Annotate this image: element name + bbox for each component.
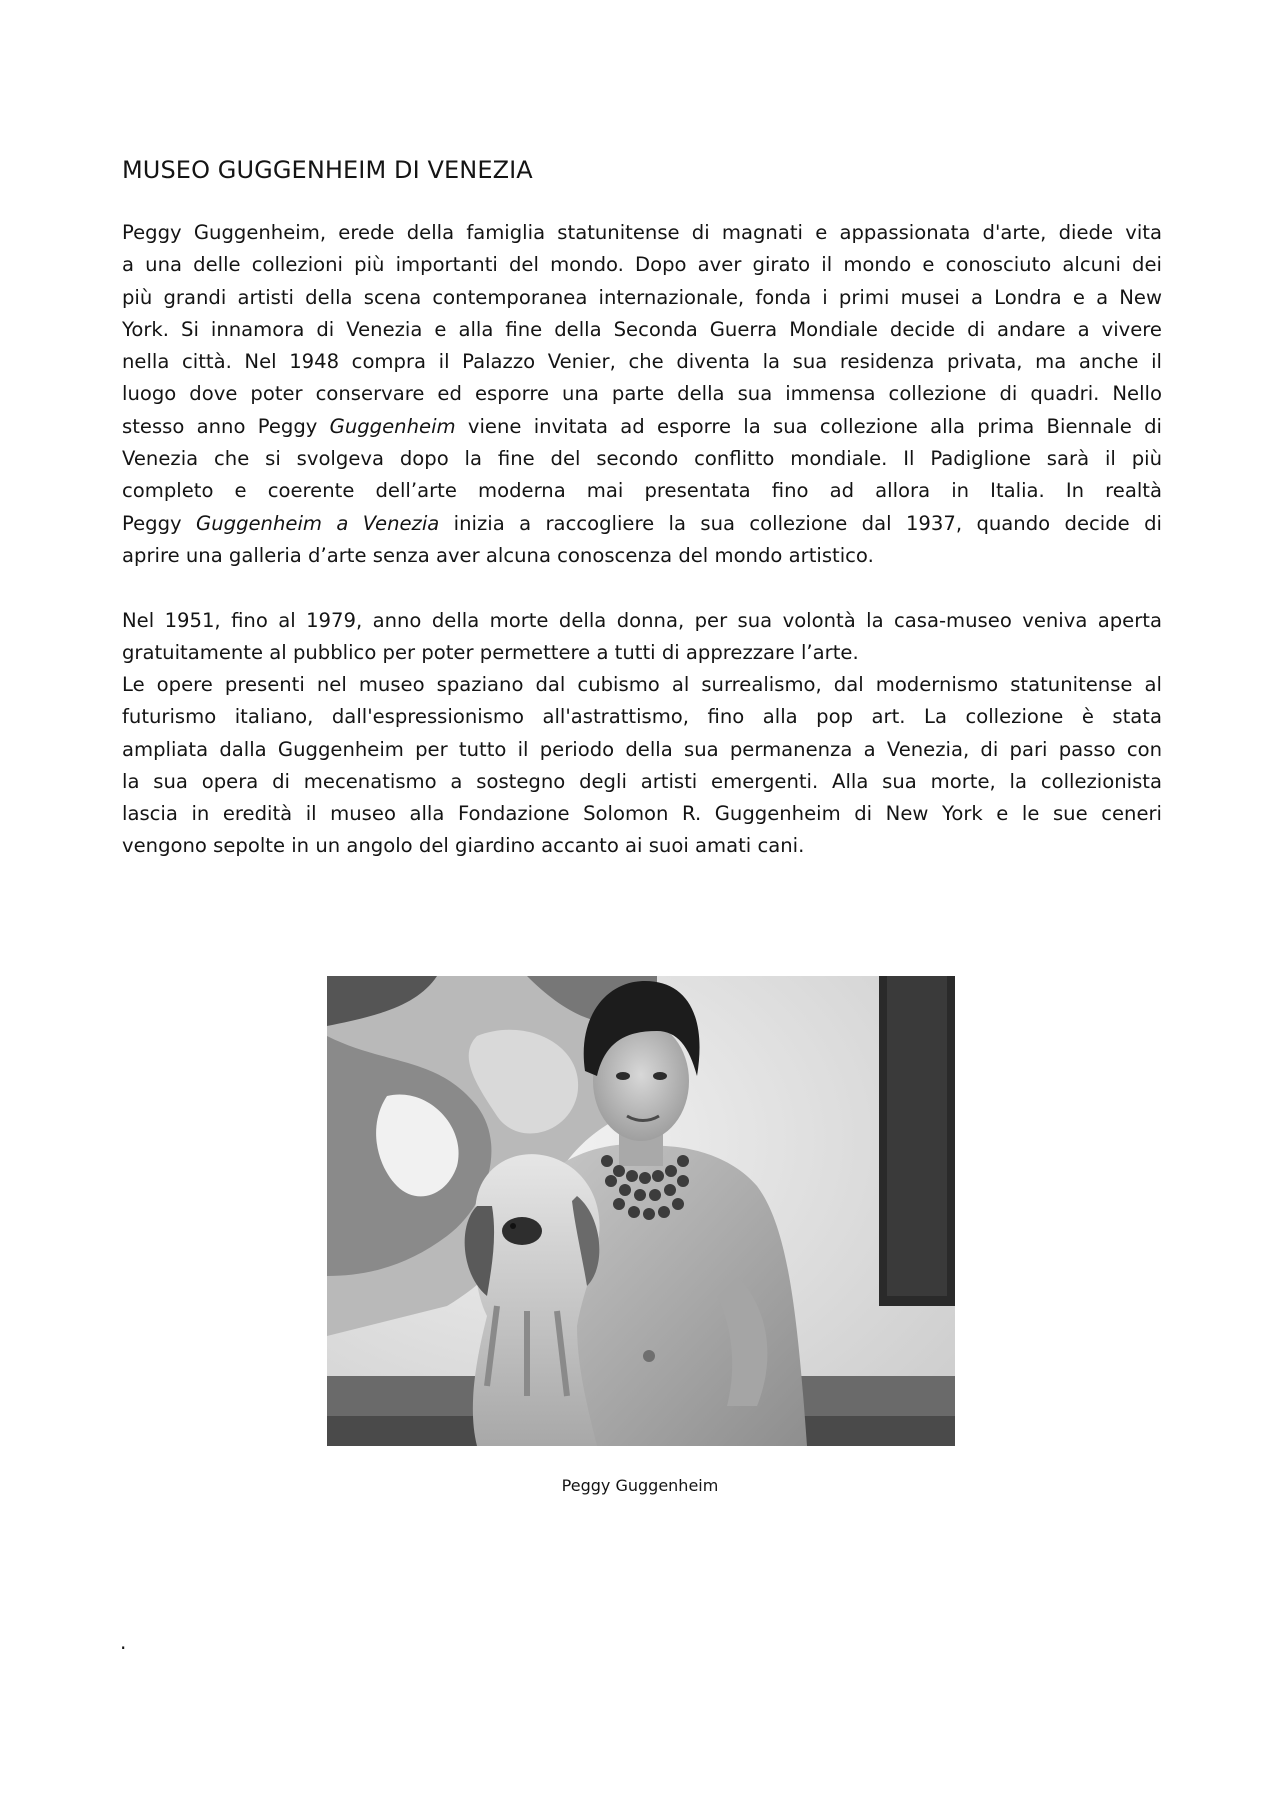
text-line: futurismo italiano, dall'espressionismo all'astrattismo, fino alla pop art. La collezione è stata [122,705,1162,729]
text-line: nella città. Nel 1948 compra il Palazzo Venier, che diventa la sua residenza privata, ma anche il [122,350,1162,374]
paragraph-history [122,217,1162,572]
text-line [122,508,1162,540]
text-run: stesso anno Peggy [122,414,330,438]
text-line: aprire una galleria d’arte senza aver alcuna conoscenza del mondo artistico. [122,543,874,567]
document-title: MUSEO GUGGENHEIM DI VENEZIA [122,156,533,184]
dark-painting [879,976,955,1306]
text-run: viene invitata ad esporre la sua collezione alla prima Biennale di [455,414,1162,438]
stray-period: . [120,1630,127,1654]
text-line: a una delle collezioni più importanti del mondo. Dopo aver girato il mondo e conosciuto alcuni dei [122,253,1162,277]
portrait-photo-illustration [327,976,955,1446]
text-line: vengono sepolte in un angolo del giardino accanto ai suoi amati cani. [122,834,805,858]
text-line: gratuitamente al pubblico per poter permettere a tutti di apprezzare l’arte. [122,641,859,665]
text-line: lascia in eredità il museo alla Fondazione Solomon R. Guggenheim di New York e le sue ceneri [122,802,1162,826]
text-run: Peggy [122,511,197,535]
text-line: più grandi artisti della scena contemporanea internazionale, fonda i primi musei a Londra e a New [122,285,1162,309]
text-run: inizia a raccogliere la sua collezione dal 1937, quando decide di [439,511,1163,535]
paragraph-collection [122,669,1162,863]
text-line: luogo dove poter conservare ed esporre una parte della sua immensa collezione di quadri. Nello [122,382,1162,406]
italic-run: Guggenheim [329,414,456,438]
dog-figure [465,1154,600,1446]
text-line: la sua opera di mecenatismo a sostegno degli artisti emergenti. Alla sua morte, la collezionista [122,769,1162,793]
text-line: York. Si innamora di Venezia e alla fine della Seconda Guerra Mondiale decide di andare a vivere [122,317,1162,341]
text-line: Nel 1951, fino al 1979, anno della morte della donna, per sua volontà la casa-museo veniva aperta [122,609,1162,632]
text-line: completo e coerente dell’arte moderna mai presentata fino ad allora in Italia. In realtà [122,479,1162,503]
italic-run: Guggenheim a Venezia [196,511,440,535]
text-line: Venezia che si svolgeva dopo la fine del secondo conflitto mondiale. Il Padiglione sarà il più [122,447,1162,471]
portrait-photo [327,976,955,1446]
paragraph-opening [122,605,1162,670]
text-line: Le opere presenti nel museo spaziano dal cubismo al surrealismo, dal modernismo statunitense al [122,673,1162,696]
text-line: Peggy Guggenheim, erede della famiglia statunitense di magnati e appassionata d'arte, diede vita [122,221,1162,244]
text-line [122,411,1162,443]
text-line: ampliata dalla Guggenheim per tutto il periodo della sua permanenza a Venezia, di pari passo con [122,737,1162,761]
photo-caption: Peggy Guggenheim [561,1476,719,1495]
